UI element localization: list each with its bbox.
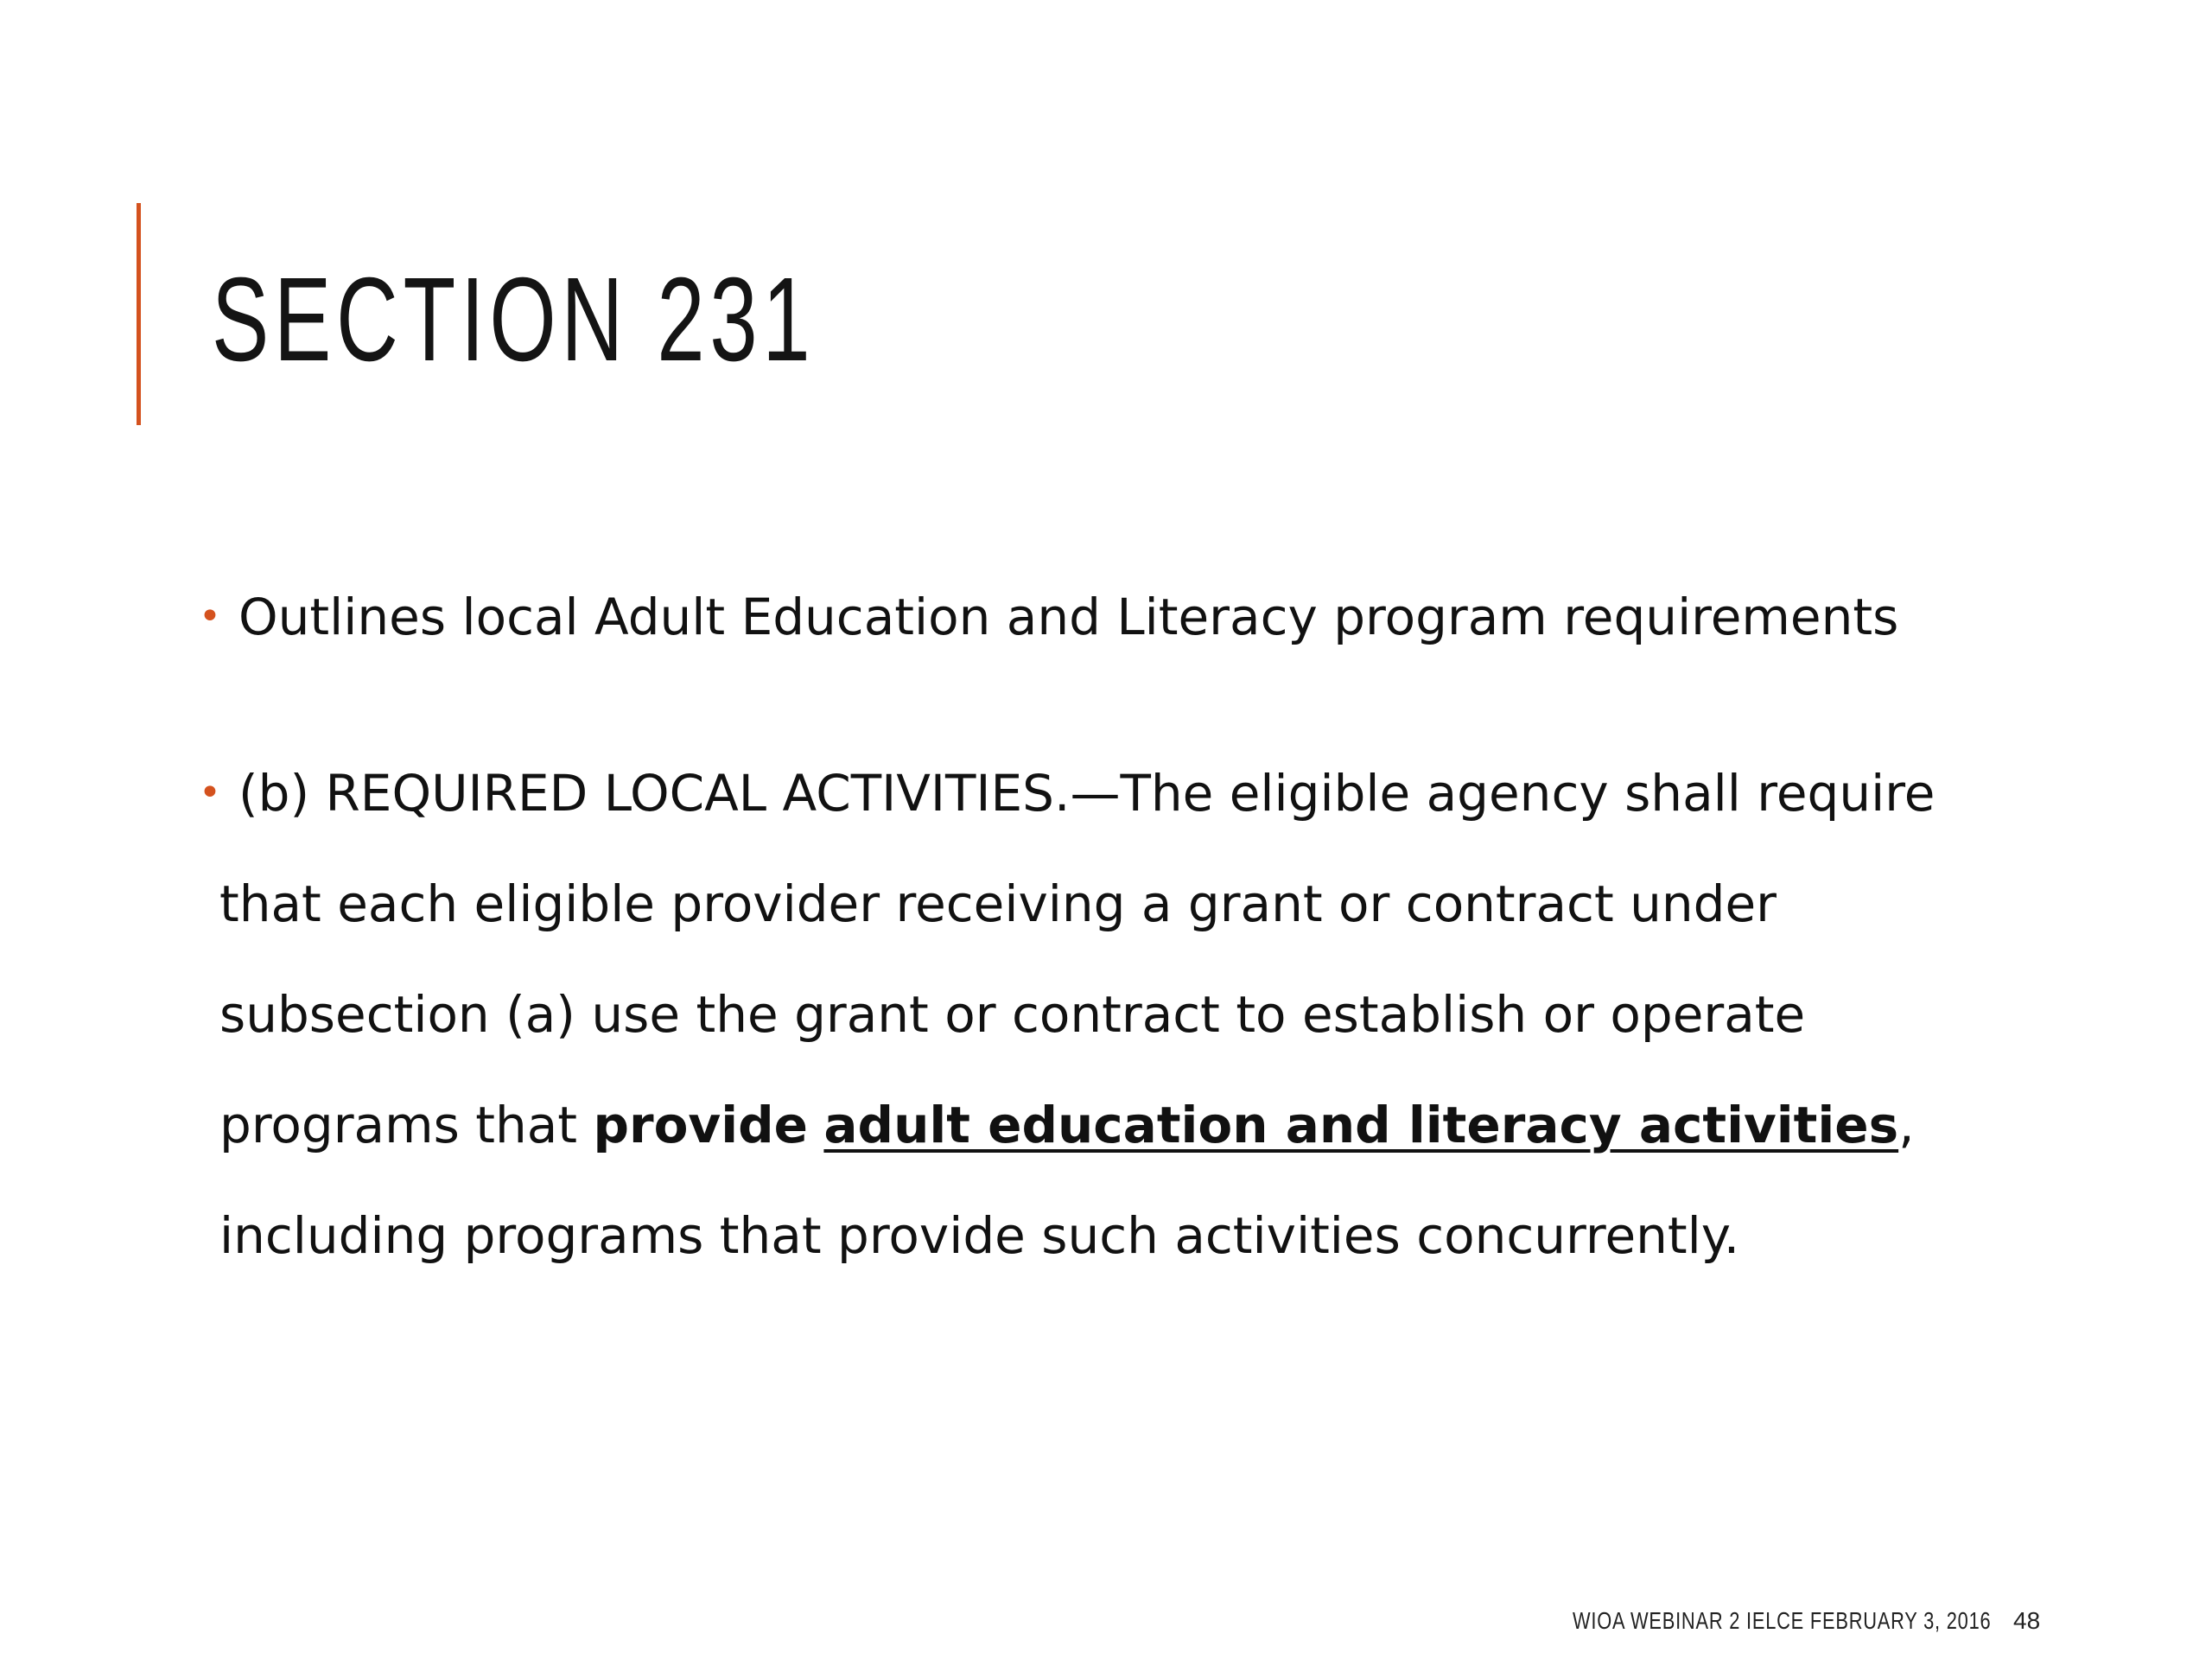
bullet-2-space — [808, 1096, 823, 1154]
page-number: 48 — [2013, 1607, 2041, 1634]
bullet-2-emphasis-text: adult education and literacy activities — [823, 1096, 1899, 1154]
bullet-item-1 — [199, 562, 2013, 672]
bullet-2-tail-text: , including programs that provide such activities concurrently. — [219, 1096, 1915, 1265]
bullet-text-1: Outlines local Adult Education and Literacy program requirements — [238, 588, 1899, 646]
bullet-text-2 — [199, 738, 2013, 1291]
bullet-2-bold-text: provide — [593, 1096, 808, 1154]
slide-content — [199, 562, 2013, 1291]
bullet-item-2 — [199, 738, 2013, 1291]
bullet-2-lead-text: (b) REQUIRED LOCAL ACTIVITIES.—The eligible agency shall require that each eligible provider receiving a grant or contract under subsection (a) use the grant or contract to establish or operate programs that — [219, 764, 1936, 1154]
bullet-dot-icon: • — [199, 771, 221, 815]
slide-title: SECTION 231 — [212, 253, 816, 386]
title-accent-bar — [137, 203, 141, 425]
bullet-dot-icon: • — [199, 594, 221, 639]
footer-text: WIOA WEBINAR 2 IELCE FEBRUARY 3, 2016 — [1573, 1607, 1992, 1634]
